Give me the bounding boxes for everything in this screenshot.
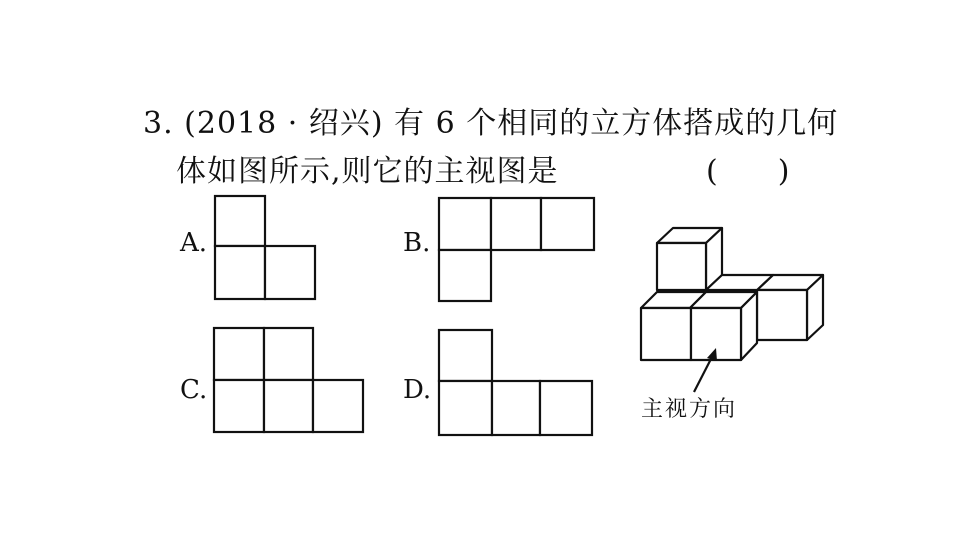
option-b-label: B. [403,228,431,258]
option-a-figure [215,196,315,299]
option-c-label: C. [180,375,208,405]
option-c-square [214,328,264,380]
cube-front-face [757,290,807,340]
option-d-square [540,381,592,435]
question-line-2: 体如图所示,则它的主视图是 [176,154,559,189]
option-c-figure [214,328,363,432]
option-c-square [313,380,363,432]
option-b-square [491,198,541,250]
option-b-figure [439,198,594,301]
option-b-square [439,250,491,301]
view-direction-label: 主视方向 [641,397,738,422]
option-a-square [215,196,265,246]
option-a-label: A. [180,228,208,258]
option-d-label: D. [403,375,432,405]
cube-front-face [641,308,691,360]
option-d-square [439,330,492,381]
option-d-figure [439,330,592,435]
option-c-square [214,380,264,432]
solid-figure [641,228,823,392]
question-line-1: 3. (2018 · 绍兴) 有 6 个相同的立方体搭成的几何 [143,106,839,141]
option-d-square [439,381,492,435]
cube-front-face [657,243,706,290]
answer-blank: ( ) [706,154,790,189]
option-d-square [492,381,540,435]
option-a-square [265,246,315,299]
option-c-square [264,380,313,432]
option-b-square [541,198,594,250]
option-c-square [264,328,313,380]
option-b-square [439,198,491,250]
option-a-square [215,246,265,299]
